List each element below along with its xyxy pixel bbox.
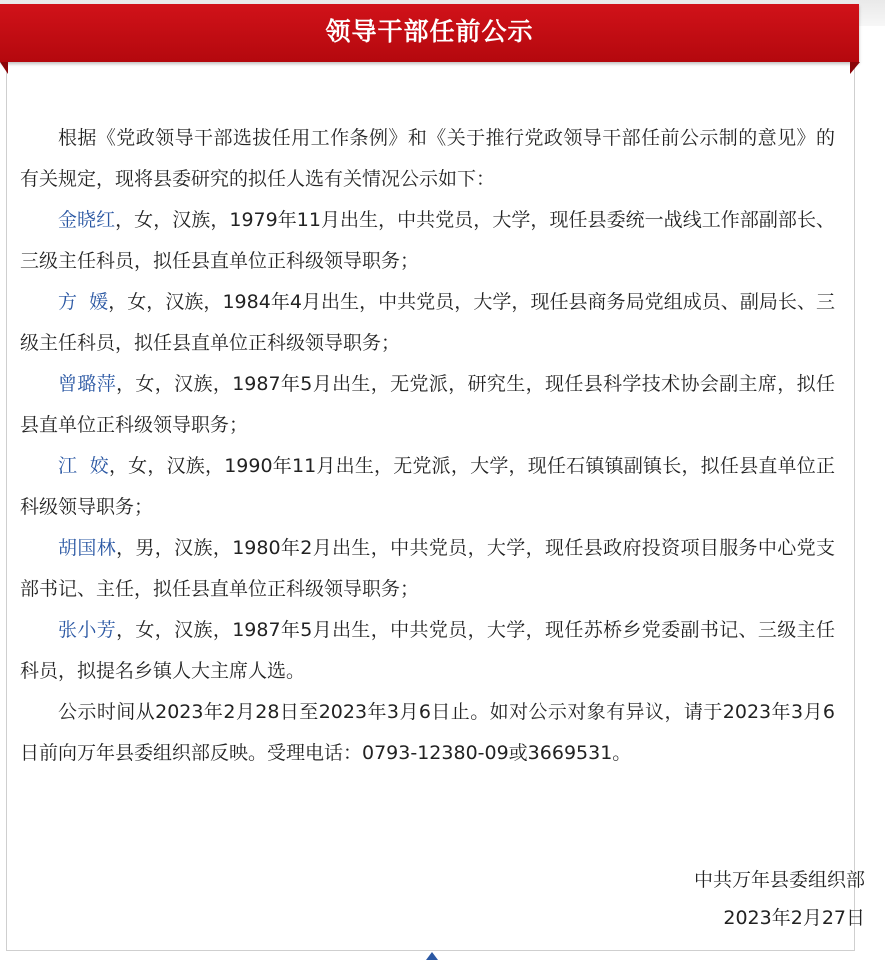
candidate-details: ，男，汉族，1980年2月出生，中共党员，大学，现任县政府投资项目服务中心党支部书记、主任，拟任县直单位正科级领导职务；	[20, 537, 835, 600]
signature-block	[694, 861, 865, 937]
issue-date: 2023年2月27日	[723, 907, 865, 929]
candidate-paragraph	[20, 446, 835, 528]
notice-paragraph: 公示时间从2023年2月28日至2023年3月6日止。如对公示对象有异议，请于2023年3月6日前向万年县委组织部反映。受理电话：0793-12380-09或3669531。	[20, 701, 835, 764]
candidate-paragraph	[20, 200, 835, 282]
candidate-details: ，女，汉族，1979年11月出生，中共党员，大学，现任县委统一战线工作部副部长、三级主任科员，拟任县直单位正科级领导职务；	[20, 209, 835, 272]
scroll-indicator-icon	[426, 952, 438, 960]
candidate-name: 胡国林	[58, 537, 117, 559]
candidate-name: 曾璐萍	[58, 373, 117, 395]
candidate-paragraph	[20, 610, 835, 692]
candidate-name: 金晓红	[58, 209, 116, 231]
candidate-name: 张小芳	[58, 619, 117, 641]
candidate-details: ，女，汉族，1987年5月出生，中共党员，大学，现任苏桥乡党委副书记、三级主任科员，拟提名乡镇人大主席人选。	[20, 619, 835, 682]
candidate-details: ，女，汉族，1990年11月出生，无党派，大学，现任石镇镇副镇长，拟任县直单位正科级领导职务；	[20, 455, 835, 518]
candidate-details: ，女，汉族，1987年5月出生，无党派，研究生，现任县科学技术协会副主席，拟任县直单位正科级领导职务；	[20, 373, 835, 436]
candidate-details: ，女，汉族，1984年4月出生，中共党员，大学，现任县商务局党组成员、副局长、三级主任科员，拟任县直单位正科级领导职务；	[20, 291, 835, 354]
candidate-name: 江 姣	[58, 455, 109, 477]
candidate-name: 方 媛	[58, 291, 109, 313]
notice-body	[20, 118, 835, 774]
candidate-paragraph	[20, 282, 835, 364]
intro-paragraph: 根据《党政领导干部选拔任用工作条例》和《关于推行党政领导干部任前公示制的意见》的有关规定，现将县委研究的拟任人选有关情况公示如下：	[20, 127, 835, 190]
page-title: 领导干部任前公示	[325, 17, 534, 46]
candidate-paragraph	[20, 364, 835, 446]
issuing-organization: 中共万年县委组织部	[693, 869, 865, 891]
title-banner	[0, 4, 859, 62]
candidate-paragraph	[20, 528, 835, 610]
